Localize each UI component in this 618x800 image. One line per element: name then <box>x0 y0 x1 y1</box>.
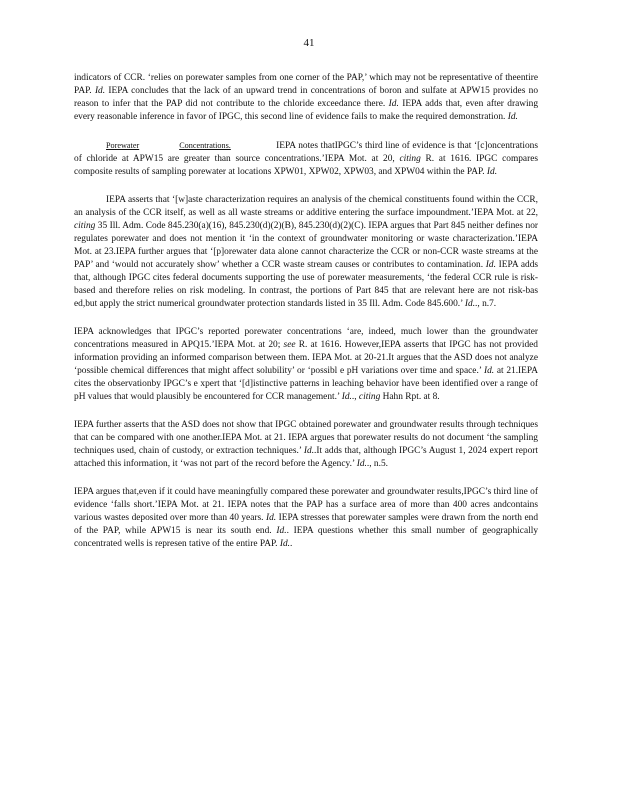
document-body <box>74 72 538 551</box>
page-number: 41 <box>303 37 315 49</box>
paragraph-3: IEPA asserts that ‘[w]aste characterization requires an analysis of the chemical constituents found within the CCR, an analysis of the CCR itself, as well as all waste streams or additive entering the surface impoundment.’IEPA Mot. at 22, citing 35 Ill. Adm. Code 845.230(a)(16), 845.230(d)(2)(B), 845.230(d)(2)(C). IEPA argues that Part 845 neither defines nor regulates porewater and does not mention it ‘in the context of groundwater monitoring or waste characterization.’IEPA Mot. at 23.IEPA further argues that ‘[p]orewater data alone cannot characterize the CCR or non-CCR waste streams at the PAP’ and ‘would not accurately show’ whether a CCR waste stream causes or contributes to contamination. Id. IEPA adds that, although IPGC cites federal documents supporting the use of porewater measurements, ‘the federal CCR rule is risk-based and therefore relies on risk modeling. In contrast, the portions of Part 845 that are relevant here are not risk-bas ed,but apply the strict numerical groundwater protection standards listed in 35 Ill. Adm. Code 845.600.’ Id.., n.7. <box>74 195 539 309</box>
paragraph-2: Porewater Concentrations. IEPA notes thatIPGC’s third line of evidence is that ‘[c]oncentrations of chloride at APW15 are greater than source concentrations.’IEPA Mot. at 20, citing R. at 1616. IPGC compares composite results of sampling porewater at locations XPW01, XPW02, XPW03, and XPW04 within the PAP. Id. <box>74 141 539 177</box>
paragraph-5: IEPA further asserts that the ASD does not show that IPGC obtained porewater and groundwater results through techniques that can be compared with one another.IEPA Mot. at 21. IEPA argues that porewater results do not document ‘the sampling techniques used, chain of custody, or extraction techniques.’ Id..It adds that, although IPGC’s August 1, 2024 expert report attached this information, it ‘was not part of the record before the Agency.’ Id.., n.5. <box>74 420 539 469</box>
paragraph-4: IEPA acknowledges that IPGC’s reported porewater concentrations ‘are, indeed, much lower than the groundwater concentrations measured in APQ15.’IEPA Mot. at 20; see R. at 1616. However,IEPA asserts that IPGC has not provided information providing an informed comparison between them. IEPA Mot. at 20-21.It argues that the ASD does not analyze ‘possible chemical differences that might affect solubility’ or ‘possibl e pH variations over time and space.’ Id. at 21.IEPA cites the observationby IPGC’s e xpert that ‘[d]istinctive patterns in leaching behavior have been identified over a range of pH values that would plausibly be encountered for CCR management.’ Id.., citing Hahn Rpt. at 8. <box>74 327 539 402</box>
section-heading: Porewater Concentrations. <box>106 141 231 150</box>
paragraph-1: indicators of CCR. ‘relies on porewater samples from one corner of the PAP,’ which may not be representative of theentire PAP. Id. IEPA concludes that the lack of an upward trend in concentrations of boron and sulfate at APW15 provides no reason to infer that the PAP did not contribute to the chloride exceedance there. Id. IEPA adds that, even after drawing every reasonable inference in favor of IPGC, this second line of evidence fails to make the required demonstration. Id. <box>74 73 539 122</box>
paragraph-6: IEPA argues that,even if it could have meaningfully compared these porewater and groundwater results,IPGC’s third line of evidence ‘falls short.’IEPA Mot. at 21. IEPA notes that the PAP has a surface area of more than 400 acres andcontains various wastes deposited over more than 40 years. Id. IEPA stresses that porewater samples were drawn from the north end of the PAP, while APW15 is near its south end. Id.. IEPA questions whether this small number of geographically concentrated wells is represen tative of the entire PAP. Id.. <box>74 487 539 549</box>
